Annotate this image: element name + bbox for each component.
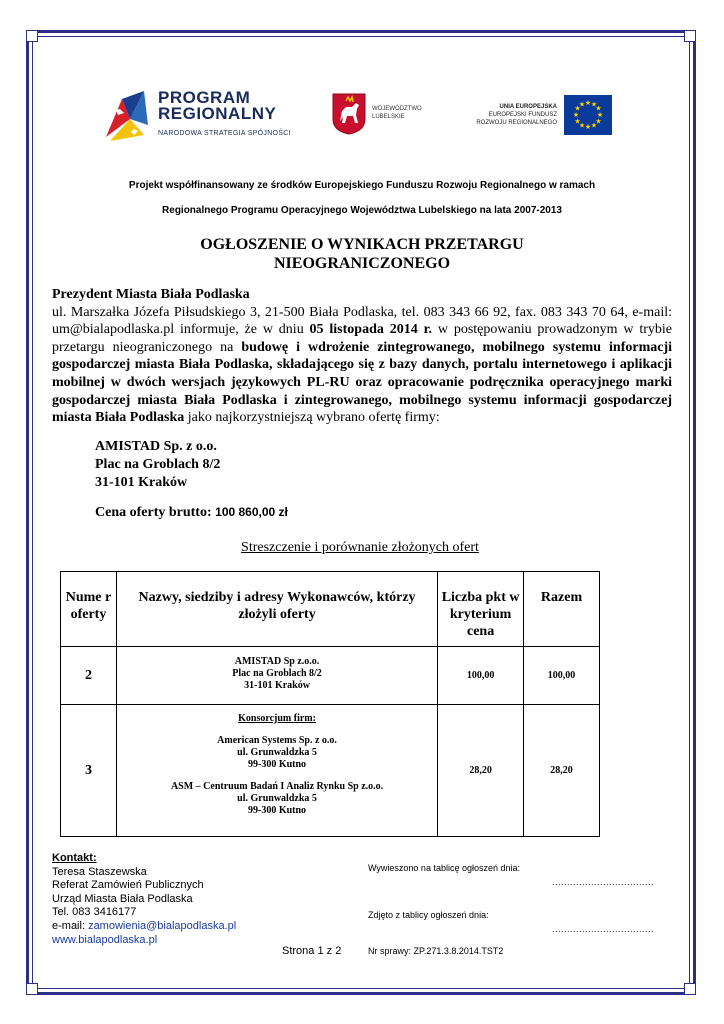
eu-text (452, 103, 557, 127)
posted-date-label: Wywieszono na tablicę ogłoszeń dnia: (368, 863, 521, 873)
contractor-name: ASM – Centruum Badań I Analiz Rynku Sp z.o.o. (170, 781, 384, 792)
header-logos (100, 80, 620, 150)
page-number: Strona 1 z 2 (282, 945, 342, 957)
svg-text:★: ★ (584, 99, 592, 107)
offers-table (60, 571, 600, 837)
body-mode: w postępowaniu prowadzonym w trybie przetargu nieograniczonego na (52, 322, 672, 355)
offer-price (95, 505, 288, 521)
program-title (158, 90, 276, 122)
contact-office: Urząd Miasta Biała Podlaska (52, 892, 193, 905)
winner-address (95, 438, 220, 492)
body-address: ul. Marszałka Józefa Piłsudskiego 3, 21-500 Biała Podlaska, tel. 083 343 66 92, fax. 083 343 70 64, e-mail: um@bialapodlaska.pl informuje, że w dniu (52, 304, 672, 338)
president-heading: Prezydent Miasta Biała Podlaska (52, 287, 250, 302)
frame-corner (684, 30, 696, 42)
removed-date-blank: .................................. (552, 924, 655, 934)
contractor-street: Plac na Groblach 8/2 (232, 668, 322, 679)
website-link[interactable]: www.bialapodlaska.pl (52, 933, 158, 946)
header-offer-number: Nume r oferty (61, 572, 117, 647)
contractor-city: 99-300 Kutno (248, 805, 307, 816)
svg-text:★: ★ (595, 117, 602, 126)
svg-text:★: ★ (572, 111, 580, 119)
svg-text:★: ★ (574, 104, 581, 113)
price-value: 100 860,00 zł (215, 505, 288, 519)
program-subtitle: NARODOWA STRATEGIA SPÓJNOŚCI (158, 130, 291, 137)
table-row (61, 705, 600, 837)
removed-date-label: Zdjęto z tablicy ogłoszeń dnia: (368, 910, 489, 920)
frame-corner (26, 30, 38, 42)
email-label: e-mail: (52, 919, 89, 932)
eu-flag-icon (564, 95, 612, 135)
offer-number: 2 (61, 647, 117, 705)
contractor-cell (116, 705, 437, 837)
contact-block (52, 852, 236, 947)
contractor-city: 99-300 Kutno (248, 759, 307, 770)
header-total: Razem (524, 572, 600, 647)
svg-text:★: ★ (596, 111, 604, 119)
header-price-points: Liczba pkt w kryterium cena (438, 572, 524, 647)
wojewodztwo-lubelskie-logo (332, 93, 432, 143)
announcement-body (52, 286, 672, 427)
woj-line2: LUBELSKIE (372, 114, 405, 120)
offer-number: 3 (61, 705, 117, 837)
posted-date-blank: .................................. (552, 877, 655, 887)
consortium-label: Konsorcjum firm: (238, 713, 316, 724)
contractor-street: ul. Grunwaldzka 5 (237, 747, 317, 758)
program-regionalny-logo (100, 80, 305, 150)
summary-heading: Streszczenie i porównanie złożonych ofert (241, 540, 479, 555)
body-date: 05 listopada 2014 r. (309, 322, 432, 338)
winner-city: 31-101 Kraków (95, 475, 188, 490)
title-line-2: NIEOGRANICZONEGO (273, 255, 451, 272)
price-label: Cena oferty brutto: (95, 505, 216, 520)
lubelskie-coat-of-arms-icon (332, 93, 366, 135)
winner-street: Plac na Groblach 8/2 (95, 457, 221, 472)
header-contractors: Nazwy, siedziby i adresy Wykonawców, którzy złożyli oferty (116, 572, 437, 647)
eu-stars-icon (564, 95, 612, 135)
svg-text:★: ★ (574, 117, 581, 126)
eu-line2: EUROPEJSKI FUNDUSZ (488, 112, 557, 118)
contact-email-link[interactable]: zamowienia@bialapodlaska.pl (88, 919, 237, 932)
svg-text:★: ★ (590, 100, 598, 109)
eu-line1: UNIA EUROPEJSKA (499, 104, 557, 110)
case-number: Nr sprawy: ZP.271.3.8.2014.TST2 (368, 946, 504, 956)
price-points: 100,00 (438, 647, 524, 705)
funding-line-2: Regionalnego Programu Operacyjnego Województwa Lubelskiego na lata 2007-2013 (162, 205, 562, 216)
program-title-line1: PROGRAM (158, 88, 251, 107)
body-closing: jako najkorzystniejszą wybrano ofertę firmy: (184, 410, 440, 426)
svg-text:★: ★ (590, 121, 598, 130)
contact-person: Teresa Staszewska (52, 865, 147, 878)
total-points: 100,00 (524, 647, 600, 705)
table-row (61, 647, 600, 705)
price-points: 28,20 (438, 705, 524, 837)
svg-text:★: ★ (578, 121, 586, 130)
svg-text:★: ★ (578, 100, 586, 109)
woj-line1: WOJEWÓDZTWO (372, 106, 422, 112)
wojewodztwo-text (372, 105, 422, 121)
contact-heading: Kontakt: (52, 852, 97, 864)
body-subject: budowę i wdrożenie zintegrowanego, mobilnego systemu informacji gospodarczej miasta Biała Podlaska, składającego się z bazy danych, portalu internetowego i aplikacji mobilnej w dwóch wersjach językowych PL-RU oraz opracowanie podręcznika operacyjnego marki gospodarczej miasta Biała Podlaska i zintegrowanego, mobilnego systemu informacji gospodarczej miasta Biała Podlaska (52, 339, 673, 426)
contact-phone: Tel. 083 3416177 (52, 906, 137, 919)
program-regionalny-icon (100, 85, 150, 143)
eu-line3: ROZWOJU REGIONALNEGO (476, 120, 557, 126)
frame-corner (26, 983, 38, 995)
announcement-title (60, 235, 664, 273)
svg-text:★: ★ (595, 104, 602, 113)
unia-europejska-logo (452, 95, 612, 140)
frame-corner (684, 983, 696, 995)
funding-line-1: Projekt współfinansowany ze środków Europejskiego Funduszu Rozwoju Regionalnego w ramach (128, 180, 596, 191)
svg-text:★: ★ (584, 123, 592, 131)
contractor-city: 31-101 Kraków (244, 680, 310, 691)
contact-department: Referat Zamówień Publicznych (52, 879, 204, 892)
contractor-name: AMISTAD Sp z.o.o. (234, 656, 320, 667)
contractor-cell (116, 647, 437, 705)
contractor-name: American Systems Sp. z o.o. (217, 735, 337, 746)
winner-name: AMISTAD Sp. z o.o. (95, 439, 217, 454)
total-points: 28,20 (524, 705, 600, 837)
contractor-street: ul. Grunwaldzka 5 (237, 793, 317, 804)
table-header-row (61, 572, 600, 647)
program-title-line2: REGIONALNY (158, 104, 277, 123)
title-line-1: OGŁOSZENIE O WYNIKACH PRZETARGU (200, 236, 524, 253)
